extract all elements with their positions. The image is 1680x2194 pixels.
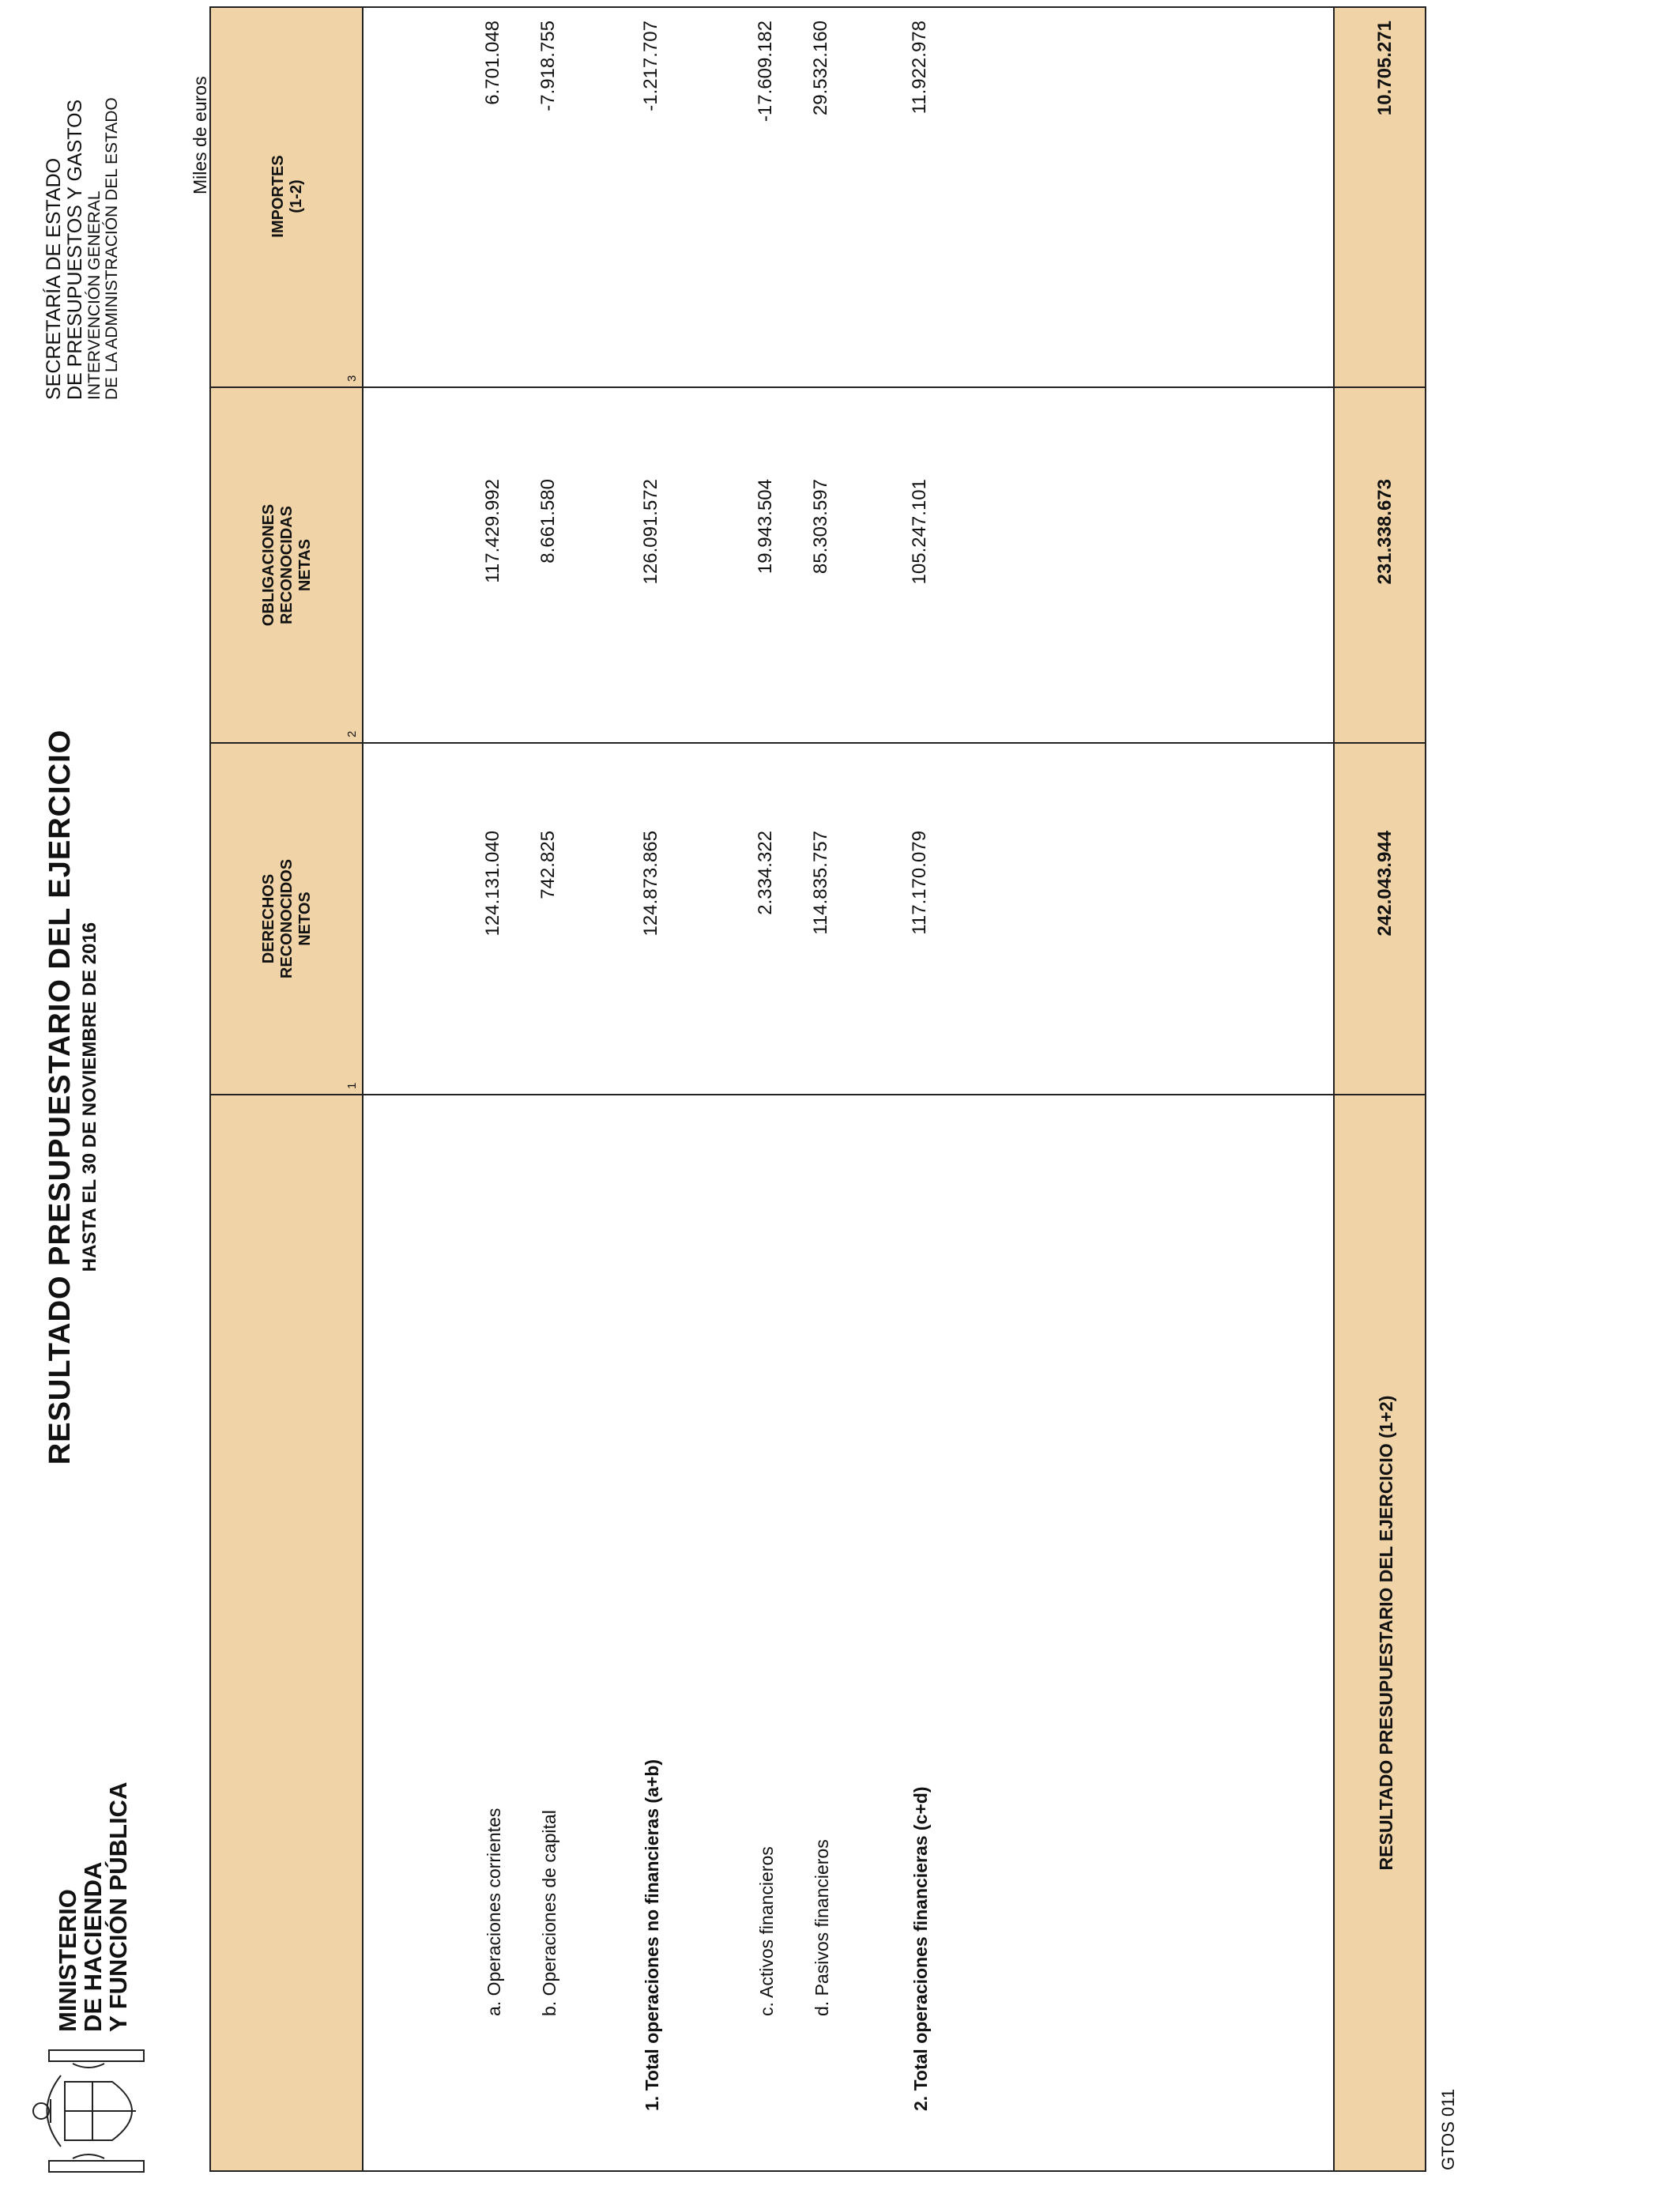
column-divider xyxy=(211,386,1425,388)
row-label: 2. Total operaciones financieras (c+d) xyxy=(910,1786,931,2111)
org-sub-line-1: INTERVENCIÓN GENERAL xyxy=(85,190,104,400)
column-header-obligaciones: OBLIGACIONES RECONOCIDAS NETAS xyxy=(260,503,314,627)
row-label: 1. Total operaciones no financieras (a+b) xyxy=(642,1759,662,2111)
row-value-derechos: 117.170.079 xyxy=(909,831,930,935)
total-value-importes: 10.705.271 xyxy=(1374,21,1396,116)
row-value-derechos: 124.131.040 xyxy=(482,831,503,937)
row-value-derechos: 114.835.757 xyxy=(810,831,831,935)
column-number: 3 xyxy=(345,375,359,382)
organization-block xyxy=(43,97,121,400)
column-number: 1 xyxy=(345,1082,359,1089)
row-label: b. Operaciones de capital xyxy=(539,1810,559,2016)
row-value-importes: 11.922.978 xyxy=(909,21,930,115)
column-header-derechos: DERECHOS RECONOCIDOS NETOS xyxy=(260,858,314,979)
total-value-obligaciones: 231.338.673 xyxy=(1374,479,1396,585)
row-value-importes: -7.918.755 xyxy=(537,21,559,111)
row-value-obligaciones: 117.429.992 xyxy=(482,479,503,583)
row-label: c. Activos financieros xyxy=(756,1846,777,2016)
results-table xyxy=(209,6,1426,2172)
units-label: Miles de euros xyxy=(190,76,210,194)
page-title: RESULTADO PRESUPUESTARIO DEL EJERCICIO xyxy=(43,729,77,1465)
row-value-importes: 29.532.160 xyxy=(810,21,831,116)
row-value-derechos: 742.825 xyxy=(537,831,559,899)
row-label: a. Operaciones corrientes xyxy=(484,1808,504,2016)
row-value-derechos: 2.334.322 xyxy=(755,831,776,915)
ministry-line-3: Y FUNCIÓN PÚBLICA xyxy=(104,1781,132,2032)
column-number: 2 xyxy=(345,730,359,737)
form-code: GTOS 011 xyxy=(1438,2088,1458,2170)
row-label: d. Pasivos financieros xyxy=(812,1839,832,2016)
row-value-obligaciones: 8.661.580 xyxy=(537,479,559,564)
row-value-importes: -17.609.182 xyxy=(755,21,776,123)
column-header-importes: IMPORTES (1-2) xyxy=(269,155,305,238)
row-value-importes: 6.701.048 xyxy=(482,21,503,105)
org-line-2: DE PRESUPUESTOS Y GASTOS xyxy=(64,99,86,400)
row-value-obligaciones: 19.943.504 xyxy=(755,479,776,575)
org-sub-line-2: DE LA ADMINISTRACIÓN DEL ESTADO xyxy=(103,97,121,400)
ministry-line-1: MINISTERIO xyxy=(54,1889,81,2032)
page-subtitle: HASTA EL 30 DE NOVIEMBRE DE 2016 xyxy=(79,922,100,1272)
org-line-1: SECRETARÍA DE ESTADO xyxy=(43,157,65,400)
total-label: RESULTADO PRESUPUESTARIO DEL EJERCICIO (1+2) xyxy=(1376,1395,1396,1871)
row-value-derechos: 124.873.865 xyxy=(640,831,661,937)
row-value-obligaciones: 105.247.101 xyxy=(909,479,930,585)
row-value-obligaciones: 126.091.572 xyxy=(640,479,661,585)
row-value-importes: -1.217.707 xyxy=(640,21,661,111)
total-value-derechos: 242.043.944 xyxy=(1374,831,1396,937)
ministry-line-2: DE HACIENDA xyxy=(79,1861,107,2032)
row-value-obligaciones: 85.303.597 xyxy=(810,479,831,575)
